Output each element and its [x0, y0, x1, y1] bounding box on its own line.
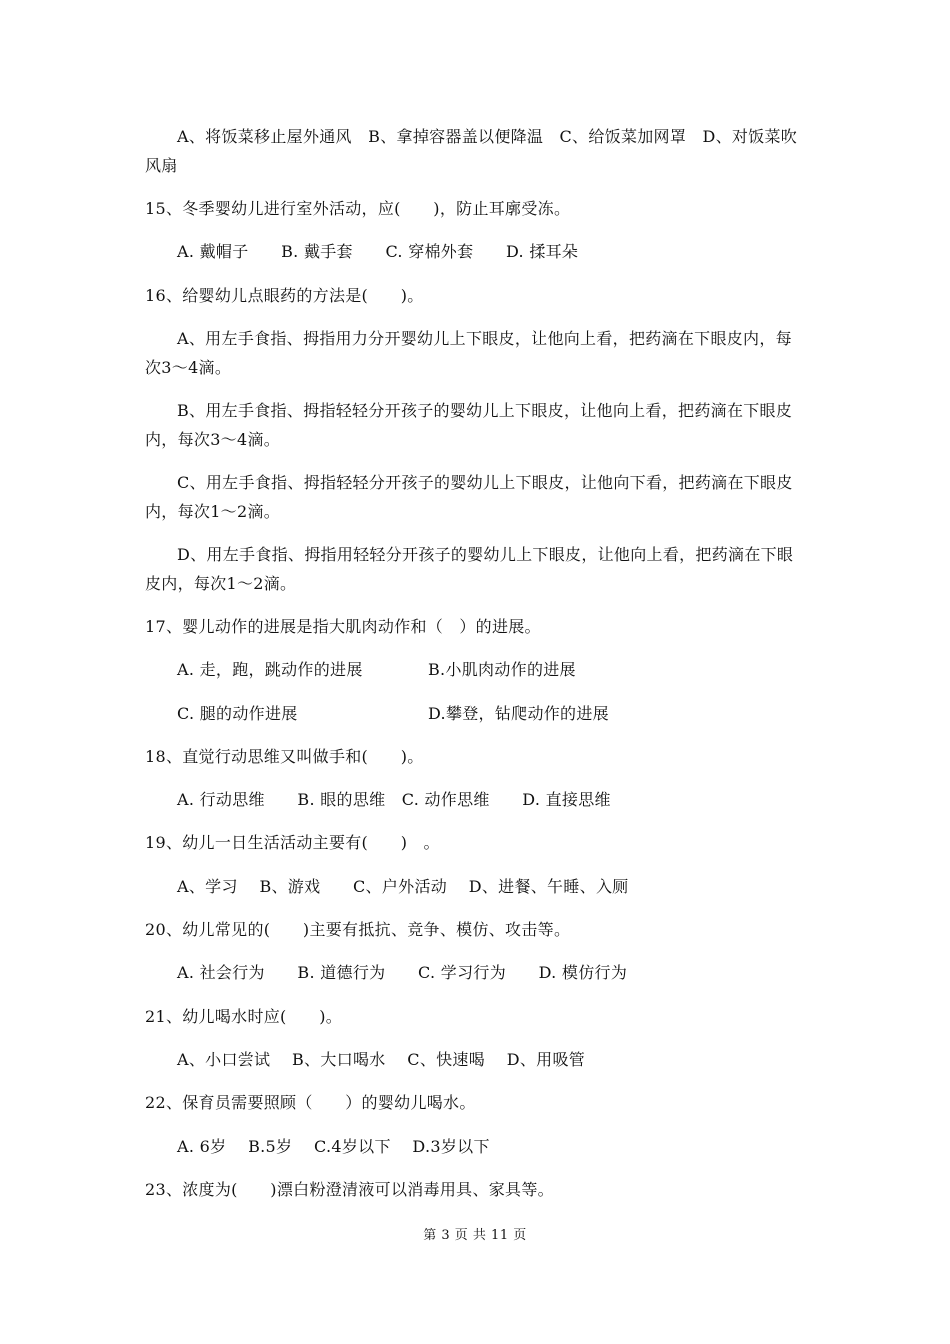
q22-options: A. 6岁 B.5岁 C.4岁以下 D.3岁以下: [177, 1137, 490, 1156]
q18-stem: 18、直觉行动思维又叫做手和( )。: [145, 747, 424, 766]
q14-options-line-1: A、将饭菜移止屋外通风 B、拿掉容器盖以便降温 C、给饭菜加网罩 D、对饭菜吹: [177, 127, 798, 146]
q21-stem: 21、幼儿喝水时应( )。: [145, 1007, 343, 1026]
q23-stem: 23、浓度为( )漂白粉澄清液可以消毒用具、家具等。: [145, 1180, 554, 1199]
q16-option-d-line-2: 皮内，每次1～2滴。: [145, 574, 297, 593]
q16-option-b-line-1: B、用左手食指、拇指轻轻分开孩子的婴幼儿上下眼皮，让他向上看，把药滴在下眼皮: [177, 401, 793, 420]
q20-stem: 20、幼儿常见的( )主要有抵抗、竞争、模仿、攻击等。: [145, 920, 571, 939]
q17-stem: 17、婴儿动作的进展是指大肌肉动作和（ ）的进展。: [145, 617, 541, 636]
q17-option-d: D.攀登，钻爬动作的进展: [428, 704, 609, 723]
q15-stem: 15、冬季婴幼儿进行室外活动，应( )，防止耳廓受冻。: [145, 199, 571, 218]
q19-stem: 19、幼儿一日生活活动主要有( ) 。: [145, 833, 440, 852]
q16-option-b-line-2: 内，每次3～4滴。: [145, 430, 281, 449]
q15-options: A. 戴帽子 B. 戴手套 C. 穿棉外套 D. 揉耳朵: [177, 242, 579, 261]
q17-option-a: A. 走，跑，跳动作的进展: [177, 660, 363, 679]
q22-stem: 22、保育员需要照顾（ ）的婴幼儿喝水。: [145, 1093, 476, 1112]
page-footer: 第 3 页 共 11 页: [423, 1228, 527, 1243]
q17-option-c: C. 腿的动作进展: [177, 704, 298, 723]
q16-stem: 16、给婴幼儿点眼药的方法是( )。: [145, 286, 424, 305]
q17-option-b: B.小肌肉动作的进展: [428, 660, 576, 679]
q16-option-c-line-1: C、用左手食指、拇指轻轻分开孩子的婴幼儿上下眼皮，让他向下看，把药滴在下眼皮: [177, 473, 793, 492]
q18-options: A. 行动思维 B. 眼的思维 C. 动作思维 D. 直接思维: [177, 790, 611, 809]
q16-option-a-line-2: 次3～4滴。: [145, 358, 232, 377]
q16-option-d-line-1: D、用左手食指、拇指用轻轻分开孩子的婴幼儿上下眼皮，让他向上看，把药滴在下眼: [177, 545, 794, 564]
q20-options: A. 社会行为 B. 道德行为 C. 学习行为 D. 模仿行为: [177, 963, 628, 982]
q16-option-c-line-2: 内，每次1～2滴。: [145, 502, 281, 521]
q14-options-line-2: 风扇: [145, 156, 178, 175]
q19-options: A、学习 B、游戏 C、户外活动 D、进餐、午睡、入厕: [177, 877, 629, 896]
q16-option-a-line-1: A、用左手食指、拇指用力分开婴幼儿上下眼皮，让他向上看，把药滴在下眼皮内，每: [177, 329, 792, 348]
q21-options: A、小口尝试 B、大口喝水 C、快速喝 D、用吸管: [177, 1050, 586, 1069]
